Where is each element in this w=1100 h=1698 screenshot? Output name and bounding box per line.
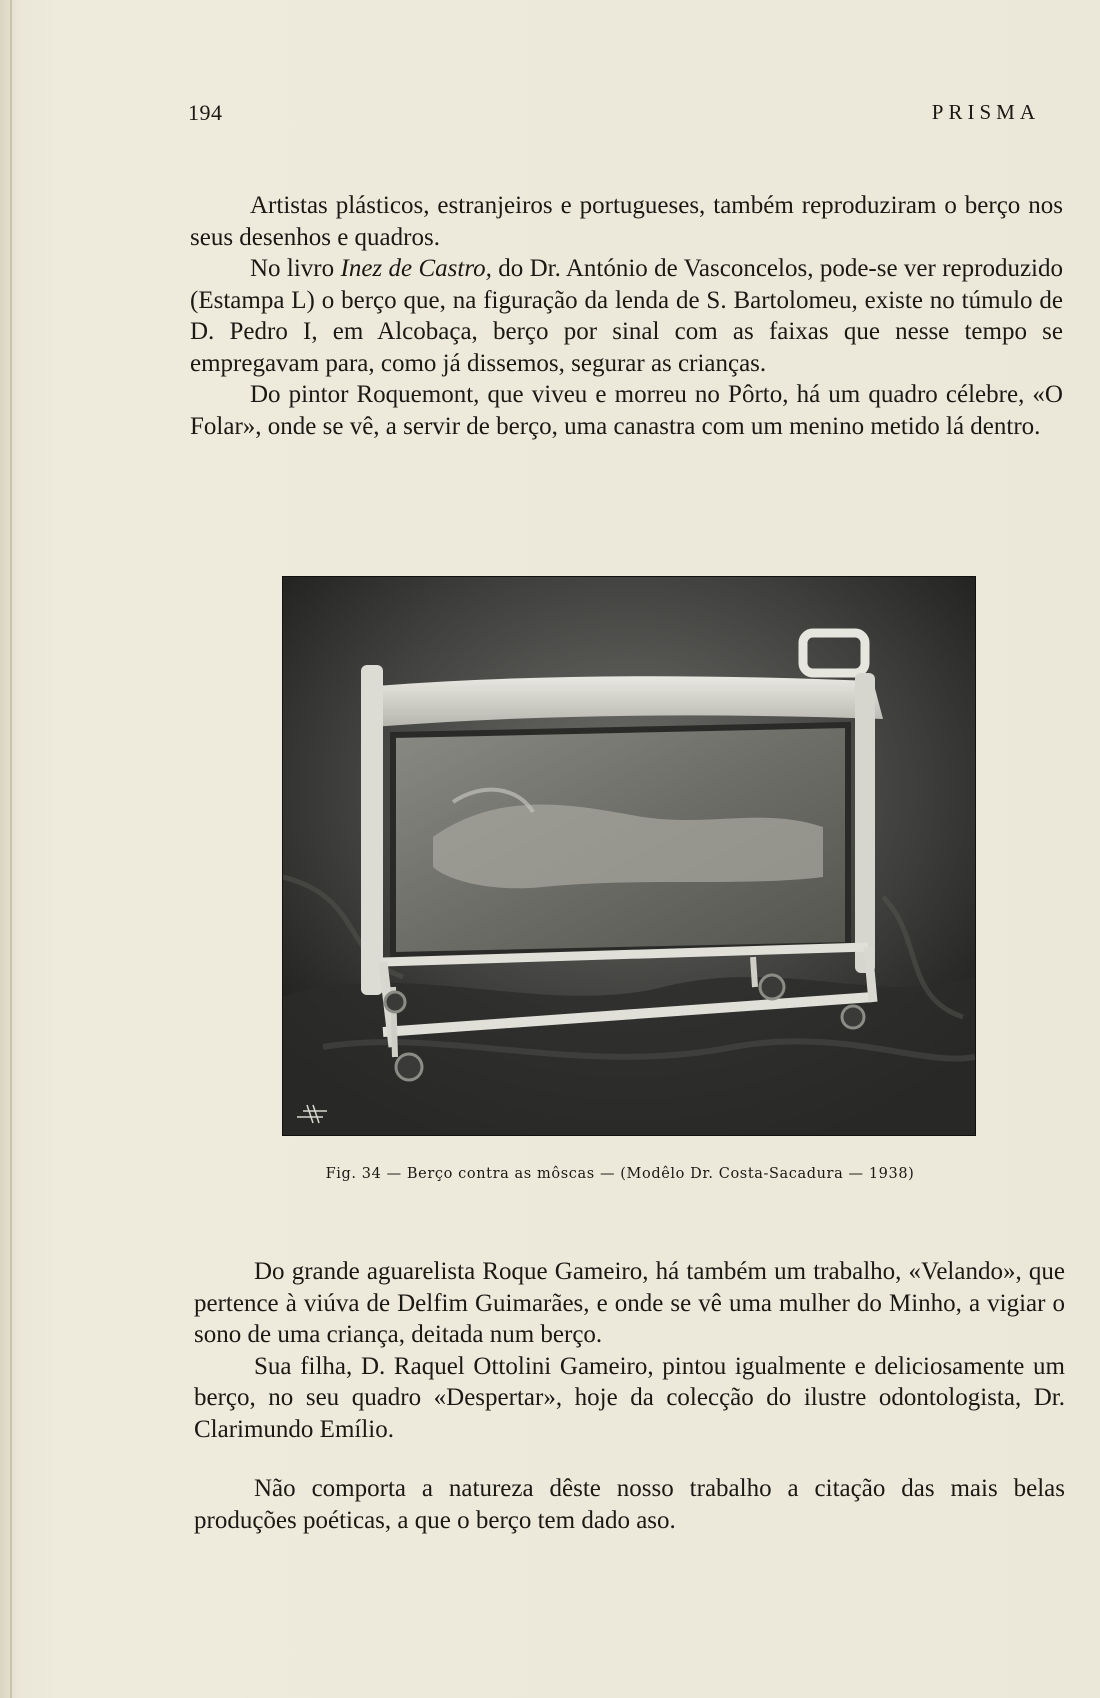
running-head: PRISMA xyxy=(931,100,1040,124)
page-header xyxy=(188,100,1040,130)
paragraph: Artistas plásticos, estranjeiros e portugueses, também reproduziram o berço nos seus desenhos e quadros. xyxy=(190,192,1063,251)
paragraph-text: No livro xyxy=(250,255,341,282)
paragraph: Do pintor Roquemont, que viveu e morreu no Pôrto, há um quadro célebre, «O Folar», onde se vê, a servir de berço, uma canastra com um menino metido lá dentro. xyxy=(190,381,1063,440)
body-text-bottom xyxy=(194,1256,1065,1536)
paragraph: Do grande aguarelista Roque Gameiro, há também um trabalho, «Velando», que pertence à viúva de Delfim Guimarães, e onde se vê uma mulher do Minho, a vigiar o sono de uma criança, deitada num berço. xyxy=(194,1258,1065,1348)
crib-photo xyxy=(283,577,975,1135)
paragraph: Sua filha, D. Raquel Ottolini Gameiro, pintou igualmente e deliciosamente um berço, no seu quadro «Despertar», hoje da colecção do ilustre odontologista, Dr. Clarimundo Emílio. xyxy=(194,1352,1065,1443)
body-text-top xyxy=(190,190,1063,442)
figure-caption: Fig. 34 — Berço contra as môscas — (Modêlo Dr. Costa-Sacadura — 1938) xyxy=(325,1166,915,1182)
paragraph-text: do Dr. António de Vasconcelos, pode-se ver reproduzido (Estampa L) o berço que, na figuração da lenda de S. Bartolomeu, existe no túmulo de D. Pedro I, em Alcobaça, berço por sinal com as faixas que nesse tempo se empregavam para, como já dissemos, segurar as crianças. xyxy=(190,255,1063,377)
page-gutter xyxy=(10,0,12,1698)
book-title: Inez de Castro, xyxy=(340,255,492,282)
paragraph xyxy=(190,253,1063,379)
page-number: 194 xyxy=(188,100,223,125)
paragraph: Não comporta a natureza dêste nosso trabalho a citação das mais belas produções poéticas, a que o berço tem dado aso. xyxy=(194,1475,1065,1534)
figure-photograph xyxy=(283,577,975,1135)
